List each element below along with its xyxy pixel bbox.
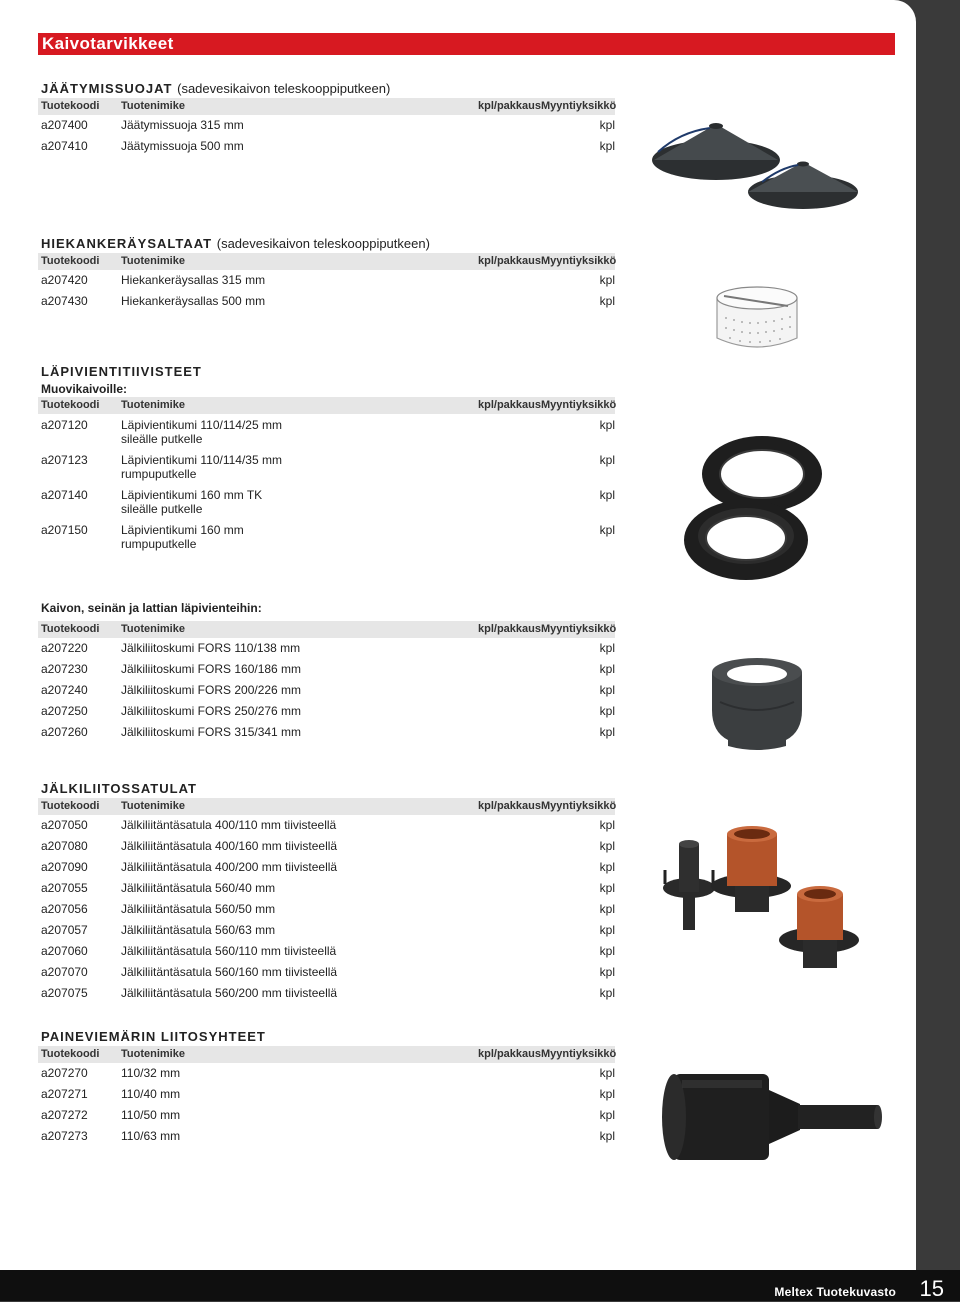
- product-name: [118, 983, 451, 1004]
- pack-quantity: [451, 291, 541, 312]
- product-name-line: 110/32 mm: [121, 1066, 181, 1080]
- table-row: [38, 857, 615, 878]
- section-jalkiliitossatulat: [38, 780, 615, 1004]
- pack-quantity: [451, 1105, 541, 1126]
- product-name-line: Läpivientikumi 110/114/35 mm: [121, 453, 282, 467]
- product-name-line: 110/50 mm: [121, 1108, 181, 1122]
- product-name-line-2: rumpuputkelle: [121, 467, 197, 481]
- product-name: [118, 920, 451, 941]
- product-name: [118, 136, 451, 157]
- product-name: [118, 1063, 451, 1084]
- product-name-line: Jälkiliitoskumi FORS 250/276 mm: [121, 704, 302, 718]
- section-jaatymissuojat: [38, 80, 615, 157]
- sales-unit: kpl: [599, 523, 615, 537]
- connector-rubber-image: [698, 648, 816, 753]
- table-row: [38, 815, 615, 836]
- product-name-line: 110/40 mm: [121, 1087, 181, 1101]
- table-header: Tuotekoodi Tuotenimike kpl/pakkaus Myyntiyksikkö: [38, 253, 615, 270]
- table-body: [38, 638, 615, 743]
- sales-unit: kpl: [599, 273, 615, 287]
- product-name: [118, 701, 451, 722]
- pack-quantity: [451, 857, 541, 878]
- product-code: a207400: [41, 118, 88, 132]
- section-title: HIEKANKERÄYSALTAAT (sadevesikaivon teleskooppiputkeen): [41, 236, 430, 251]
- sales-unit: kpl: [599, 139, 615, 153]
- section-title: LÄPIVIENTITIIVISTEET: [41, 364, 202, 379]
- pack-quantity: [451, 1063, 541, 1084]
- product-name-line: Jälkiliitäntäsatula 560/50 mm: [121, 902, 276, 916]
- sales-unit: kpl: [599, 986, 615, 1000]
- table-row: [38, 941, 615, 962]
- sales-unit: kpl: [599, 118, 615, 132]
- product-name: [118, 418, 451, 449]
- product-name-line: Läpivientikumi 160 mm TK: [121, 488, 263, 502]
- product-code: a207240: [41, 683, 88, 697]
- pack-quantity: [451, 453, 541, 484]
- section-lapivientitiivisteet: [38, 363, 615, 554]
- product-code: a207120: [41, 418, 88, 432]
- table-header: Tuotekoodi Tuotenimike kpl/pakkaus Myyntiyksikkö: [38, 397, 615, 414]
- section-title: JÄÄTYMISSUOJAT (sadevesikaivon teleskooppiputkeen): [41, 81, 391, 96]
- sales-unit: kpl: [599, 641, 615, 655]
- pack-quantity: [451, 680, 541, 701]
- sales-unit: kpl: [599, 1108, 615, 1122]
- table-row: [38, 270, 615, 291]
- product-name-line: Jälkiliitoskumi FORS 200/226 mm: [121, 683, 302, 697]
- product-name-line: Jälkiliitäntäsatula 560/40 mm: [121, 881, 276, 895]
- pressure-connector-image: [652, 1068, 884, 1166]
- pack-quantity: [451, 418, 541, 449]
- product-name-line: Läpivientikumi 110/114/25 mm: [121, 418, 282, 432]
- pack-quantity: [451, 836, 541, 857]
- product-name-line: Hiekankeräysallas 500 mm: [121, 294, 266, 308]
- footer-brand: Meltex Tuotekuvasto: [774, 1285, 896, 1299]
- table-row: [38, 519, 615, 554]
- sales-unit: kpl: [599, 902, 615, 916]
- product-code: a207270: [41, 1066, 88, 1080]
- pack-quantity: [451, 878, 541, 899]
- sales-unit: kpl: [599, 860, 615, 874]
- product-name-line-2: rumpuputkelle: [121, 537, 197, 551]
- pack-quantity: [451, 136, 541, 157]
- product-name: [118, 488, 451, 519]
- product-name: [118, 899, 451, 920]
- frost-cover-image: [650, 112, 865, 217]
- pack-quantity: [451, 1126, 541, 1147]
- product-name-line: Jälkiliitäntäsatula 560/63 mm: [121, 923, 276, 937]
- sales-unit: kpl: [599, 1087, 615, 1101]
- product-name: [118, 638, 451, 659]
- product-code: a207420: [41, 273, 88, 287]
- product-name-line: Jälkiliitäntäsatula 400/200 mm tiivisteellä: [121, 860, 338, 874]
- product-name-line: 110/63 mm: [121, 1129, 181, 1143]
- page-number: 15: [919, 1276, 944, 1301]
- product-name-line: Jälkiliitäntäsatula 560/200 mm tiivisteellä: [121, 986, 338, 1000]
- section-paineviemarin: [38, 1028, 615, 1147]
- table-row: [38, 484, 615, 519]
- product-name: [118, 523, 451, 554]
- table-body: [38, 1063, 615, 1147]
- table-body: [38, 270, 615, 312]
- product-name: [118, 1105, 451, 1126]
- product-code: a207250: [41, 704, 88, 718]
- pack-quantity: [451, 523, 541, 554]
- product-name: [118, 962, 451, 983]
- table-body: [38, 815, 615, 1004]
- product-name: [118, 878, 451, 899]
- pack-quantity: [451, 115, 541, 136]
- product-name: [118, 1084, 451, 1105]
- product-name-line-2: sileälle putkelle: [121, 502, 203, 516]
- pack-quantity: [451, 638, 541, 659]
- sales-unit: kpl: [599, 662, 615, 676]
- table-row: [38, 680, 615, 701]
- table-header: Tuotekoodi Tuotenimike kpl/pakkaus Myyntiyksikkö: [38, 98, 615, 115]
- sales-unit: kpl: [599, 453, 615, 467]
- product-code: a207075: [41, 986, 88, 1000]
- pack-quantity: [451, 920, 541, 941]
- section-hiekankeraysaltaat: [38, 235, 615, 312]
- pack-quantity: [451, 899, 541, 920]
- table-row: [38, 659, 615, 680]
- product-code: a207080: [41, 839, 88, 853]
- sales-unit: kpl: [599, 725, 615, 739]
- table-header: Tuotekoodi Tuotenimike kpl/pakkaus Myyntiyksikkö: [38, 798, 615, 815]
- table-row: [38, 701, 615, 722]
- product-name-line: Jälkiliitäntäsatula 560/160 mm tiivisteellä: [121, 965, 338, 979]
- table-header: Tuotekoodi Tuotenimike kpl/pakkaus Myyntiyksikkö: [38, 621, 615, 638]
- saddle-connection-image: [655, 820, 860, 978]
- section-title: PAINEVIEMÄRIN LIITOSYHTEET: [41, 1029, 266, 1044]
- product-name: [118, 270, 451, 291]
- table-row: [38, 638, 615, 659]
- product-name-line: Hiekankeräysallas 315 mm: [121, 273, 266, 287]
- sales-unit: kpl: [599, 488, 615, 502]
- product-code: a207410: [41, 139, 88, 153]
- table-row: [38, 920, 615, 941]
- product-code: a207272: [41, 1108, 88, 1122]
- pack-quantity: [451, 659, 541, 680]
- table-row: [38, 899, 615, 920]
- product-name-line-2: sileälle putkelle: [121, 432, 203, 446]
- pack-quantity: [451, 722, 541, 743]
- product-name-line: Läpivientikumi 160 mm: [121, 523, 244, 537]
- sales-unit: kpl: [599, 881, 615, 895]
- sales-unit: kpl: [599, 839, 615, 853]
- product-code: a207060: [41, 944, 88, 958]
- sales-unit: kpl: [599, 944, 615, 958]
- table-row: [38, 962, 615, 983]
- sales-unit: kpl: [599, 1129, 615, 1143]
- table-row: [38, 115, 615, 136]
- product-code: a207430: [41, 294, 88, 308]
- product-code: a207260: [41, 725, 88, 739]
- product-code: a207055: [41, 881, 88, 895]
- pack-quantity: [451, 270, 541, 291]
- pack-quantity: [451, 488, 541, 519]
- page-title: Kaivotarvikkeet: [38, 33, 895, 55]
- product-name: [118, 836, 451, 857]
- pack-quantity: [451, 962, 541, 983]
- product-code: a207271: [41, 1087, 88, 1101]
- sales-unit: kpl: [599, 683, 615, 697]
- product-code: a207140: [41, 488, 88, 502]
- pack-quantity: [451, 983, 541, 1004]
- sales-unit: kpl: [599, 704, 615, 718]
- product-code: a207273: [41, 1129, 88, 1143]
- product-name: [118, 722, 451, 743]
- product-name-line: Jäätymissuoja 315 mm: [121, 118, 244, 132]
- product-name: [118, 291, 451, 312]
- table-row: [38, 836, 615, 857]
- table-row: [38, 1126, 615, 1147]
- product-code: a207070: [41, 965, 88, 979]
- product-name: [118, 815, 451, 836]
- section-subheading: Kaivon, seinän ja lattian läpivienteihin:: [41, 601, 262, 615]
- pack-quantity: [451, 941, 541, 962]
- product-code: a207057: [41, 923, 88, 937]
- table-header: Tuotekoodi Tuotenimike kpl/pakkaus Myyntiyksikkö: [38, 1046, 615, 1063]
- product-code: a207056: [41, 902, 88, 916]
- table-row: [38, 291, 615, 312]
- section-subheading: Muovikaivoille:: [41, 382, 128, 396]
- product-code: a207230: [41, 662, 88, 676]
- product-name: [118, 941, 451, 962]
- product-name: [118, 680, 451, 701]
- table-body: [38, 414, 615, 554]
- table-row: [38, 1063, 615, 1084]
- sales-unit: kpl: [599, 418, 615, 432]
- sales-unit: kpl: [599, 818, 615, 832]
- table-row: [38, 983, 615, 1004]
- pack-quantity: [451, 701, 541, 722]
- product-code: a207150: [41, 523, 88, 537]
- product-name: [118, 453, 451, 484]
- product-code: a207220: [41, 641, 88, 655]
- product-name-line: Jälkiliitoskumi FORS 110/138 mm: [121, 641, 301, 655]
- product-name-line: Jälkiliitoskumi FORS 160/186 mm: [121, 662, 302, 676]
- product-name-line: Jälkiliitäntäsatula 400/110 mm tiivisteellä: [121, 818, 337, 832]
- table-body: [38, 115, 615, 157]
- sales-unit: kpl: [599, 965, 615, 979]
- product-name-line: Jäätymissuoja 500 mm: [121, 139, 244, 153]
- pack-quantity: [451, 815, 541, 836]
- sales-unit: kpl: [599, 923, 615, 937]
- table-row: [38, 449, 615, 484]
- product-name: [118, 857, 451, 878]
- rubber-seal-image: [678, 432, 828, 584]
- product-code: a207050: [41, 818, 88, 832]
- sand-basin-image: [712, 280, 802, 355]
- table-row: [38, 722, 615, 743]
- product-name: [118, 115, 451, 136]
- section-kaivon-lapiviennit: [38, 600, 615, 743]
- table-row: [38, 1105, 615, 1126]
- product-name: [118, 659, 451, 680]
- product-code: a207090: [41, 860, 88, 874]
- product-code: a207123: [41, 453, 88, 467]
- table-row: [38, 136, 615, 157]
- product-name-line: Jälkiliitoskumi FORS 315/341 mm: [121, 725, 302, 739]
- pack-quantity: [451, 1084, 541, 1105]
- table-row: [38, 1084, 615, 1105]
- sales-unit: kpl: [599, 1066, 615, 1080]
- table-row: [38, 414, 615, 449]
- sales-unit: kpl: [599, 294, 615, 308]
- product-name-line: Jälkiliitäntäsatula 560/110 mm tiivisteellä: [121, 944, 337, 958]
- section-title: JÄLKILIITOSSATULAT: [41, 781, 197, 796]
- product-name: [118, 1126, 451, 1147]
- table-row: [38, 878, 615, 899]
- product-name-line: Jälkiliitäntäsatula 400/160 mm tiivisteellä: [121, 839, 338, 853]
